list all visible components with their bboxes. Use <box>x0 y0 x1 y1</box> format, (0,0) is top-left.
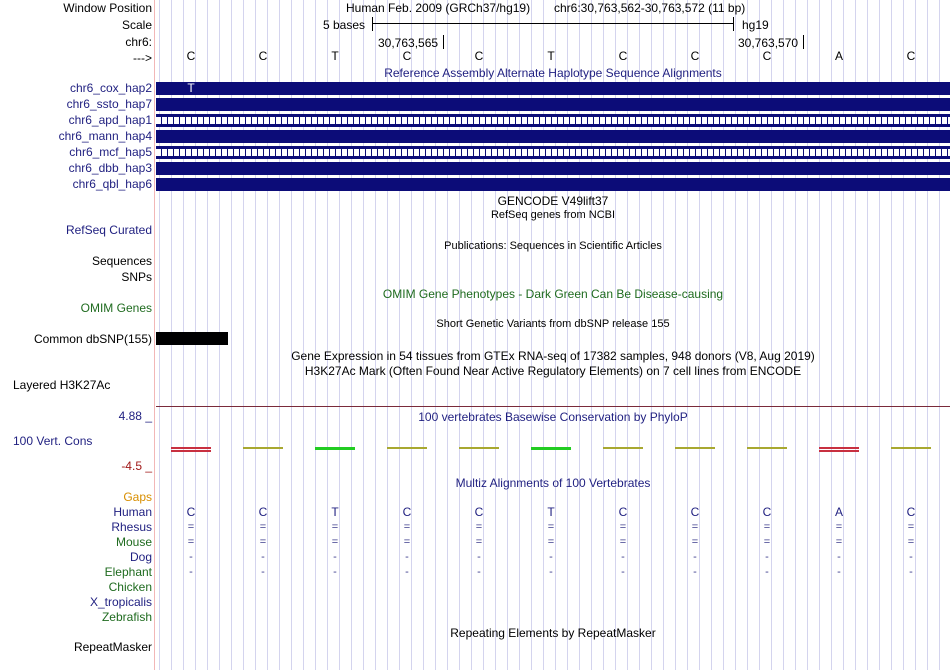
alignment-symbol: = <box>403 536 411 548</box>
ruler-base: C <box>618 49 628 63</box>
sequences-label[interactable]: Sequences <box>91 254 152 268</box>
omim-genes-label[interactable]: OMIM Genes <box>80 301 152 315</box>
scale-text: 5 bases <box>323 18 366 32</box>
human-base: A <box>834 505 843 519</box>
ruler-base: C <box>762 49 772 63</box>
alignment-symbol: = <box>475 521 483 533</box>
coord-label-2: 30,763,570 <box>738 36 799 50</box>
haplotype-label[interactable]: chr6_dbb_hap3 <box>68 161 152 175</box>
scale-db: hg19 <box>742 18 769 32</box>
cons-score-mark <box>891 447 931 449</box>
species-label[interactable]: Zebrafish <box>101 610 152 624</box>
ruler-base: C <box>474 49 484 63</box>
alignment-symbol: = <box>619 536 627 548</box>
alignment-symbol: = <box>331 521 339 533</box>
haplotype-label[interactable]: chr6_apd_hap1 <box>68 113 152 127</box>
dbsnp-label[interactable]: Common dbSNP(155) <box>33 332 152 346</box>
species-label[interactable]: X_tropicalis <box>89 595 152 609</box>
species-label[interactable]: Human <box>113 505 152 519</box>
alignment-symbol: - <box>261 551 265 563</box>
cons-score-mark <box>459 447 499 449</box>
alignment-symbol: - <box>261 566 265 578</box>
alignment-symbol: - <box>621 551 625 563</box>
cons-negative-mark <box>171 450 211 452</box>
species-label[interactable]: Dog <box>129 550 152 564</box>
haplotype-alignment-bar[interactable] <box>156 98 950 111</box>
alignment-symbol: - <box>333 551 337 563</box>
haplotype-alignment-bar[interactable] <box>156 114 950 127</box>
alignment-symbol: = <box>835 536 843 548</box>
snps-label[interactable]: SNPs <box>121 270 152 284</box>
alignment-symbol: = <box>187 521 195 533</box>
cons-track-label[interactable]: 100 Vert. Cons <box>13 434 93 448</box>
alignment-symbol: = <box>763 521 771 533</box>
scale-right-tick <box>733 17 734 31</box>
species-label[interactable]: Chicken <box>108 580 152 594</box>
alignment-symbol: - <box>477 566 481 578</box>
alignment-symbol: - <box>837 566 841 578</box>
alignment-symbol: - <box>189 566 193 578</box>
cons-score-mark <box>675 447 715 449</box>
coord-label-1: 30,763,565 <box>378 36 439 50</box>
cons-track-title[interactable]: 100 vertebrates Basewise Conservation by PhyloP <box>418 410 688 424</box>
human-base: C <box>618 505 628 519</box>
alignment-symbol: = <box>763 536 771 548</box>
cons-score-mark <box>171 447 211 449</box>
alignment-symbol: = <box>331 536 339 548</box>
assembly-name: Human Feb. 2009 (GRCh37/hg19) <box>346 1 531 15</box>
gtex-track-title[interactable]: Gene Expression in 54 tissues from GTEx RNA-seq of 17382 samples, 948 donors (V8, Aug 2019) <box>291 349 815 363</box>
alignment-symbol: - <box>693 551 697 563</box>
alignment-symbol: = <box>187 536 195 548</box>
alignment-symbol: - <box>333 566 337 578</box>
alignment-symbol: = <box>547 536 555 548</box>
alignment-symbol: - <box>405 551 409 563</box>
repeatmasker-track-title[interactable]: Repeating Elements by RepeatMasker <box>450 626 656 640</box>
coord-tick-2 <box>803 35 804 49</box>
species-label[interactable]: Elephant <box>104 565 152 579</box>
human-base: C <box>906 505 916 519</box>
window-position-label: Window Position <box>63 1 152 15</box>
h3k27ac-label[interactable]: Layered H3K27Ac <box>13 378 111 392</box>
haplotype-alignment-bar[interactable] <box>156 82 950 95</box>
ruler-base: C <box>402 49 412 63</box>
cons-score-mark <box>387 447 427 449</box>
haplotype-alignment-bar[interactable] <box>156 162 950 175</box>
ruler-base: C <box>258 49 268 63</box>
haplotype-label[interactable]: chr6_ssto_hap7 <box>66 97 152 111</box>
alignment-symbol: = <box>619 521 627 533</box>
alignment-symbol: - <box>189 551 193 563</box>
haplotype-alignment-bar[interactable] <box>156 146 950 159</box>
haplotype-label[interactable]: chr6_mcf_hap5 <box>69 145 152 159</box>
refseq-subtitle: RefSeq genes from NCBI <box>490 209 616 221</box>
sidebar-divider <box>154 0 155 670</box>
cons-score-mark <box>243 447 283 449</box>
cons-max-label: 4.88 _ <box>118 409 152 423</box>
human-base: C <box>762 505 772 519</box>
haplotype-label[interactable]: chr6_cox_hap2 <box>69 81 152 95</box>
alignment-symbol: - <box>909 551 913 563</box>
scale-bar <box>372 23 733 24</box>
chrom-label: chr6: <box>125 35 152 49</box>
alignment-symbol: - <box>693 566 697 578</box>
alignment-symbol: - <box>549 566 553 578</box>
h3k27ac-track-title[interactable]: H3K27Ac Mark (Often Found Near Active Regulatory Elements) on 7 cell lines from ENCODE <box>304 364 802 378</box>
coord-tick-1 <box>443 35 444 49</box>
haplotype-track-title[interactable]: Reference Assembly Alternate Haplotype Sequence Alignments <box>384 66 722 80</box>
alignment-symbol: = <box>259 521 267 533</box>
alignment-symbol: = <box>907 536 915 548</box>
dbsnp-variant-block[interactable] <box>156 332 228 345</box>
ruler-base: C <box>906 49 916 63</box>
ruler-base: C <box>690 49 700 63</box>
alignment-symbol: - <box>765 551 769 563</box>
human-base: C <box>474 505 484 519</box>
haplotype-label[interactable]: chr6_mann_hap4 <box>58 129 152 143</box>
human-base: C <box>258 505 268 519</box>
refseq-curated-label[interactable]: RefSeq Curated <box>65 223 152 237</box>
position-text: chr6:30,763,562-30,763,572 (11 bp) <box>554 1 746 15</box>
human-base: C <box>690 505 700 519</box>
alignment-symbol: - <box>621 566 625 578</box>
cons-score-mark <box>531 447 571 450</box>
alignment-symbol: = <box>547 521 555 533</box>
cons-min-label: -4.5 _ <box>121 459 152 473</box>
ruler-base: T <box>547 49 555 63</box>
omim-track-title[interactable]: OMIM Gene Phenotypes - Dark Green Can Be Disease-causing <box>382 287 724 301</box>
alignment-symbol: = <box>403 521 411 533</box>
alignment-symbol: - <box>477 551 481 563</box>
haplotype-alignment-bar[interactable] <box>156 178 950 191</box>
alignment-symbol: - <box>405 566 409 578</box>
alignment-symbol: - <box>549 551 553 563</box>
human-base: T <box>331 505 339 519</box>
alignment-symbol: - <box>837 551 841 563</box>
alignment-symbol: = <box>835 521 843 533</box>
cons-negative-mark <box>819 450 859 452</box>
haplotype-mismatch-base: T <box>187 81 195 95</box>
alignment-symbol: = <box>259 536 267 548</box>
scale-left-tick <box>372 17 373 31</box>
alignment-symbol: = <box>691 536 699 548</box>
human-base: C <box>402 505 412 519</box>
h3k27ac-baseline <box>156 406 950 407</box>
cons-score-mark <box>603 447 643 449</box>
cons-score-mark <box>819 447 859 449</box>
dbsnp-track-title[interactable]: Short Genetic Variants from dbSNP release 155 <box>436 318 670 330</box>
cons-score-mark <box>315 447 355 450</box>
ruler-base: A <box>834 49 843 63</box>
human-base: C <box>186 505 196 519</box>
multiz-track-title[interactable]: Multiz Alignments of 100 Vertebrates <box>455 476 651 490</box>
alignment-symbol: = <box>475 536 483 548</box>
publications-title[interactable]: Publications: Sequences in Scientific Articles <box>444 240 662 252</box>
strand-label[interactable]: ---> <box>133 51 152 65</box>
alignment-symbol: - <box>765 566 769 578</box>
alignment-symbol: - <box>909 566 913 578</box>
alignment-symbol: = <box>691 521 699 533</box>
ruler-base: C <box>186 49 196 63</box>
haplotype-label[interactable]: chr6_qbl_hap6 <box>72 177 152 191</box>
scale-label: Scale <box>121 18 152 32</box>
gaps-label[interactable]: Gaps <box>123 490 152 504</box>
gencode-track-title[interactable]: GENCODE V49lift37 <box>497 194 609 208</box>
repeatmasker-label[interactable]: RepeatMasker <box>73 640 152 654</box>
ruler-base: T <box>331 49 339 63</box>
species-label[interactable]: Mouse <box>115 535 152 549</box>
human-base: T <box>547 505 555 519</box>
cons-score-mark <box>747 447 787 449</box>
haplotype-alignment-bar[interactable] <box>156 130 950 143</box>
alignment-symbol: = <box>907 521 915 533</box>
species-label[interactable]: Rhesus <box>111 520 152 534</box>
